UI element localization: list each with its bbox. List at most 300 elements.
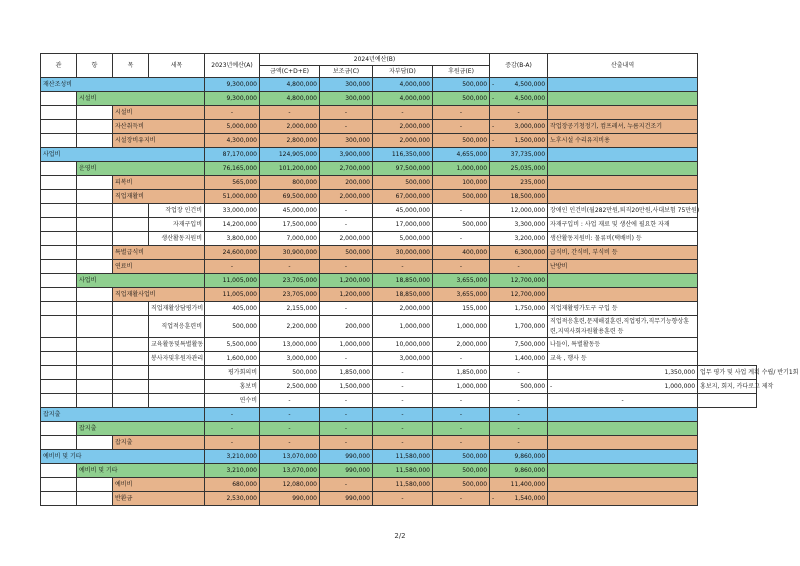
indent-cell xyxy=(77,120,113,134)
header-hang: 항 xyxy=(77,54,113,78)
indent-cell xyxy=(113,204,149,218)
cell-d: - xyxy=(433,394,490,408)
cell-d: 2,000,000 xyxy=(373,134,433,148)
cell-detail xyxy=(548,246,698,260)
cell-d: 10,000,000 xyxy=(373,338,433,352)
table-row xyxy=(41,436,757,450)
cell-diff xyxy=(490,352,548,366)
minus-sign: - xyxy=(492,81,495,88)
cell-c-e: 2,155,000 xyxy=(260,302,320,316)
cell-a: 2,530,000 xyxy=(205,492,260,506)
cell-detail xyxy=(548,218,698,232)
row-label: 자재구입비 xyxy=(149,218,205,232)
table-row xyxy=(41,352,757,366)
table-row xyxy=(41,422,757,436)
cell-a: 500,000 xyxy=(260,366,320,380)
indent-cell xyxy=(41,288,77,302)
cell-e: 500,000 xyxy=(433,190,490,204)
cell-e: 500,000 xyxy=(433,78,490,92)
cell-diff xyxy=(490,190,548,204)
cell-c: - xyxy=(320,260,373,274)
cell-diff xyxy=(490,478,548,492)
cell-c: - xyxy=(373,394,433,408)
cell-detail xyxy=(548,478,698,492)
table-row xyxy=(41,274,757,288)
cell-diff: - xyxy=(490,422,548,436)
cell-detail xyxy=(548,162,698,176)
cell-d: 500,000 xyxy=(373,176,433,190)
cell-c: - xyxy=(320,352,373,366)
cell-detail xyxy=(548,106,698,120)
indent-cell xyxy=(41,190,77,204)
indent-cell xyxy=(77,394,113,408)
cell-diff xyxy=(490,246,548,260)
header-gwan: 관 xyxy=(41,54,77,78)
budget-rows xyxy=(41,78,799,506)
diff-value: 1,540,000 xyxy=(514,495,546,502)
table-row xyxy=(41,394,757,408)
cell-a: - xyxy=(205,436,260,450)
row-label: 직업재활상담평가비 xyxy=(149,302,205,316)
diff-value: 12,700,000 xyxy=(510,291,546,298)
indent-cell xyxy=(149,366,205,380)
cell-d: 116,350,000 xyxy=(373,148,433,162)
cell-e: 3,655,000 xyxy=(433,288,490,302)
cell-c-e: 2,200,000 xyxy=(260,316,320,338)
cell-e: - xyxy=(433,232,490,246)
row-label: 연료비 xyxy=(113,260,205,274)
indent-cell xyxy=(41,492,77,506)
indent-cell xyxy=(41,246,77,260)
cell-a: 9,300,000 xyxy=(205,78,260,92)
table-row xyxy=(41,288,757,302)
row-label: 예비비 및 기타 xyxy=(41,450,205,464)
cell-a: - xyxy=(205,422,260,436)
diff-value: 1,000,000 xyxy=(664,383,696,390)
cell-detail xyxy=(548,204,698,218)
indent-cell xyxy=(77,478,113,492)
cell-detail xyxy=(548,316,698,338)
indent-cell xyxy=(41,204,77,218)
row-label: 반환금 xyxy=(113,492,205,506)
cell-c: 990,000 xyxy=(320,492,373,506)
cell-diff xyxy=(490,78,548,92)
cell-diff: - xyxy=(490,106,548,120)
indent-cell xyxy=(41,302,77,316)
cell-detail xyxy=(548,134,698,148)
indent-cell xyxy=(41,478,77,492)
cell-e: - xyxy=(433,106,490,120)
cell-c: - xyxy=(373,366,433,380)
cell-d: 5,000,000 xyxy=(373,232,433,246)
indent-cell xyxy=(41,464,77,478)
row-label: 잡지출 xyxy=(77,422,205,436)
diff-value: 1,750,000 xyxy=(514,305,546,312)
cell-detail xyxy=(548,232,698,246)
minus-sign: - xyxy=(492,495,495,502)
indent-cell xyxy=(77,302,113,316)
cell-e: - xyxy=(433,120,490,134)
minus-sign: - xyxy=(492,95,495,102)
cell-diff xyxy=(490,464,548,478)
cell-detail xyxy=(548,120,698,134)
cell-e: 500,000 xyxy=(433,450,490,464)
indent-cell xyxy=(41,352,77,366)
detail-text: 장애인 인건비(월282만원,퇴직20만원,사대보험 75만원) xyxy=(550,207,700,214)
detail-text: 작업장공기청정기, 컴프레셔, 누름지건조기 xyxy=(550,123,662,130)
diff-value: 12,700,000 xyxy=(510,277,546,284)
cell-detail xyxy=(548,338,698,352)
minus-sign: - xyxy=(492,123,495,130)
row-label: 재산조성비 xyxy=(41,78,205,92)
cell-c-e: - xyxy=(260,436,320,450)
cell-d: 2,000,000 xyxy=(373,120,433,134)
row-label: 사업비 xyxy=(77,274,205,288)
cell-e: - xyxy=(433,204,490,218)
cell-c-e: 1,850,000 xyxy=(320,366,373,380)
cell-a: - xyxy=(205,106,260,120)
cell-a: 565,000 xyxy=(205,176,260,190)
cell-diff xyxy=(490,232,548,246)
indent-cell xyxy=(77,232,113,246)
indent-cell xyxy=(41,176,77,190)
budget-table xyxy=(40,53,799,506)
cell-diff xyxy=(490,120,548,134)
cell-diff: - xyxy=(490,260,548,274)
cell-e: 2,000,000 xyxy=(433,338,490,352)
minus-sign: - xyxy=(550,383,553,390)
indent-cell xyxy=(41,274,77,288)
cell-d: 45,000,000 xyxy=(373,204,433,218)
cell-c-e: - xyxy=(260,260,320,274)
cell-c: 2,700,000 xyxy=(320,162,373,176)
cell-a: 405,000 xyxy=(205,302,260,316)
cell-c: 3,900,000 xyxy=(320,148,373,162)
cell-c: 200,000 xyxy=(320,316,373,338)
cell-detail xyxy=(548,464,698,478)
indent-cell xyxy=(77,190,113,204)
row-label: 홍보비 xyxy=(205,380,260,394)
cell-detail xyxy=(698,380,774,394)
indent-cell xyxy=(41,338,77,352)
cell-diff: - xyxy=(490,436,548,450)
cell-c-e: 4,800,000 xyxy=(260,92,320,106)
header-detail: 산출내역 xyxy=(548,54,698,78)
cell-a: 4,300,000 xyxy=(205,134,260,148)
cell-diff xyxy=(490,218,548,232)
cell-c: 1,200,000 xyxy=(320,274,373,288)
cell-detail xyxy=(548,450,698,464)
indent-cell xyxy=(41,366,77,380)
row-label: 예비비 xyxy=(113,478,205,492)
cell-e: - xyxy=(433,422,490,436)
indent-cell xyxy=(113,218,149,232)
cell-a: 680,000 xyxy=(205,478,260,492)
cell-d: - xyxy=(373,436,433,450)
indent-cell xyxy=(113,338,149,352)
cell-diff xyxy=(548,380,698,394)
cell-detail xyxy=(548,260,698,274)
row-label: 직업재활사업비 xyxy=(113,288,205,302)
header-diff: 증감(B-A) xyxy=(490,54,548,78)
table-row xyxy=(41,204,757,218)
cell-d: 30,000,000 xyxy=(373,246,433,260)
row-label: 평가회의비 xyxy=(205,366,260,380)
cell-diff xyxy=(548,366,698,380)
cell-diff xyxy=(490,92,548,106)
cell-c: - xyxy=(373,380,433,394)
cell-detail xyxy=(548,92,698,106)
cell-e: 500,000 xyxy=(433,134,490,148)
header-total: 금액(C+D+E) xyxy=(260,66,320,78)
indent-cell xyxy=(77,316,113,338)
header-budget-2024: 2024년예산(B) xyxy=(260,54,490,66)
header-donation: 후원금(E) xyxy=(433,66,490,78)
cell-a: 51,000,000 xyxy=(205,190,260,204)
table-row xyxy=(41,120,757,134)
cell-c: 1,000,000 xyxy=(320,338,373,352)
indent-cell xyxy=(41,92,77,106)
indent-cell xyxy=(113,316,149,338)
cell-d: 4,000,000 xyxy=(373,78,433,92)
table-row xyxy=(41,92,757,106)
indent-cell xyxy=(77,366,113,380)
row-label: 연수비 xyxy=(205,394,260,408)
table-row xyxy=(41,260,757,274)
cell-d: 11,580,000 xyxy=(373,464,433,478)
table-row xyxy=(41,190,757,204)
cell-e: 155,000 xyxy=(433,302,490,316)
cell-c: 200,000 xyxy=(320,176,373,190)
cell-d: 1,000,000 xyxy=(433,380,490,394)
table-row xyxy=(41,302,757,316)
cell-a: 24,600,000 xyxy=(205,246,260,260)
table-row xyxy=(41,450,757,464)
table-row xyxy=(41,106,757,120)
indent-cell xyxy=(77,436,113,450)
indent-cell xyxy=(41,380,77,394)
cell-detail xyxy=(548,176,698,190)
cell-e: 4,655,000 xyxy=(433,148,490,162)
indent-cell xyxy=(41,436,77,450)
cell-detail xyxy=(548,274,698,288)
header-self: 자부담(D) xyxy=(373,66,433,78)
cell-e: - xyxy=(433,436,490,450)
cell-c: - xyxy=(320,204,373,218)
cell-e: 500,000 xyxy=(433,464,490,478)
cell-d: 1,000,000 xyxy=(373,316,433,338)
detail-text: 난방비 xyxy=(550,263,568,270)
cell-c: 1,200,000 xyxy=(320,288,373,302)
indent-cell xyxy=(77,288,113,302)
detail-text: 직업재활평가도구 구입 등 xyxy=(550,305,618,312)
cell-detail xyxy=(548,352,698,366)
row-label: 생산활동지원비 xyxy=(149,232,205,246)
cell-c: - xyxy=(320,422,373,436)
indent-cell xyxy=(41,106,77,120)
indent-cell xyxy=(41,260,77,274)
diff-value: 3,300,000 xyxy=(514,221,546,228)
table-row xyxy=(41,492,757,506)
cell-detail xyxy=(698,366,799,380)
table-row xyxy=(41,148,757,162)
indent-cell xyxy=(41,316,77,338)
cell-d: 11,580,000 xyxy=(373,450,433,464)
minus-sign: - xyxy=(492,137,495,144)
cell-a: 33,000,000 xyxy=(205,204,260,218)
cell-c-e: 17,500,000 xyxy=(260,218,320,232)
cell-diff: - xyxy=(548,394,698,408)
row-label: 예비비 및 기타 xyxy=(77,464,205,478)
cell-d: 18,850,000 xyxy=(373,288,433,302)
cell-detail xyxy=(548,78,698,92)
indent-cell xyxy=(77,260,113,274)
cell-e: 100,000 xyxy=(433,176,490,190)
cell-detail xyxy=(548,288,698,302)
indent-cell xyxy=(41,120,77,134)
cell-a: - xyxy=(260,394,320,408)
cell-c-e: 4,800,000 xyxy=(260,78,320,92)
cell-d: 2,000,000 xyxy=(373,302,433,316)
cell-detail xyxy=(548,492,698,506)
cell-c-e: 800,000 xyxy=(260,176,320,190)
cell-c: - xyxy=(320,302,373,316)
cell-c: - xyxy=(320,478,373,492)
cell-d: 18,850,000 xyxy=(373,274,433,288)
cell-c-e: 1,500,000 xyxy=(320,380,373,394)
cell-diff xyxy=(490,316,548,338)
cell-e: - xyxy=(433,352,490,366)
row-label: 자산취득비 xyxy=(113,120,205,134)
cell-a: 3,210,000 xyxy=(205,450,260,464)
detail-text: 생산활동지원비: 물류비(택배비) 등 xyxy=(550,235,642,242)
table-row xyxy=(41,408,757,422)
indent-cell xyxy=(77,380,113,394)
diff-value: 25,035,000 xyxy=(510,165,546,172)
cell-d: - xyxy=(373,260,433,274)
cell-c: 2,000,000 xyxy=(320,190,373,204)
table-row xyxy=(41,380,757,394)
cell-diff xyxy=(490,450,548,464)
indent-cell xyxy=(41,162,77,176)
cell-d: - xyxy=(373,408,433,422)
diff-value: 9,860,000 xyxy=(514,453,546,460)
row-label: 피복비 xyxy=(113,176,205,190)
detail-text: 급식비, 간식비, 부식비 등 xyxy=(550,249,618,256)
cell-c-e: 13,000,000 xyxy=(260,338,320,352)
cell-e: 1,000,000 xyxy=(433,316,490,338)
diff-value: 3,200,000 xyxy=(514,235,546,242)
cell-c-e: - xyxy=(260,422,320,436)
cell-c: - xyxy=(320,106,373,120)
cell-e: - xyxy=(433,408,490,422)
cell-c-e: 7,000,000 xyxy=(260,232,320,246)
cell-diff xyxy=(490,176,548,190)
row-label: 교육활동및특별활동 xyxy=(149,338,205,352)
cell-diff xyxy=(490,204,548,218)
row-label: 잡지출 xyxy=(41,408,205,422)
table-row xyxy=(41,78,757,92)
cell-d: 17,000,000 xyxy=(373,218,433,232)
indent-cell xyxy=(113,394,149,408)
row-label: 운영비 xyxy=(77,162,205,176)
row-label: 시설장비유지비 xyxy=(113,134,205,148)
table-row xyxy=(41,338,757,352)
cell-a: 87,170,000 xyxy=(205,148,260,162)
row-label: 봉사자및후원자관리 xyxy=(149,352,205,366)
cell-diff: - xyxy=(490,408,548,422)
cell-c-e: 12,080,000 xyxy=(260,478,320,492)
cell-a: - xyxy=(205,408,260,422)
cell-a: 3,210,000 xyxy=(205,464,260,478)
indent-cell xyxy=(113,352,149,366)
indent-cell xyxy=(77,218,113,232)
cell-a: 3,800,000 xyxy=(205,232,260,246)
cell-e: - xyxy=(433,260,490,274)
cell-c: 500,000 xyxy=(320,246,373,260)
indent-cell xyxy=(77,338,113,352)
diff-value: 11,400,000 xyxy=(510,481,546,488)
cell-c: - xyxy=(320,120,373,134)
diff-value: 7,500,000 xyxy=(514,341,546,348)
cell-a: 11,005,000 xyxy=(205,274,260,288)
cell-d: 4,000,000 xyxy=(373,92,433,106)
cell-e: 400,000 xyxy=(433,246,490,260)
table-row xyxy=(41,478,757,492)
diff-value: 18,500,000 xyxy=(510,193,546,200)
row-label: 잡지출 xyxy=(113,436,205,450)
cell-diff xyxy=(490,338,548,352)
cell-a: - xyxy=(205,260,260,274)
cell-d: 3,000,000 xyxy=(373,352,433,366)
cell-d: 1,850,000 xyxy=(433,366,490,380)
cell-c-e: 30,900,000 xyxy=(260,246,320,260)
cell-detail xyxy=(548,422,698,436)
indent-cell xyxy=(113,232,149,246)
indent-cell xyxy=(77,204,113,218)
diff-value: 1,350,000 xyxy=(664,369,696,376)
detail-text: 직업적응훈련,문제해결훈련,직업평가,직무기능향상훈련,지역사회자원활용훈련 등 xyxy=(550,317,690,335)
cell-e: 500,000 xyxy=(433,218,490,232)
indent-cell xyxy=(77,352,113,366)
cell-c: - xyxy=(320,436,373,450)
header-subsidy: 보조금(C) xyxy=(320,66,373,78)
diff-value: 1,400,000 xyxy=(514,355,546,362)
cell-d: - xyxy=(373,422,433,436)
cell-c: 990,000 xyxy=(320,464,373,478)
table-row xyxy=(41,366,757,380)
row-label: 직업재활비 xyxy=(113,190,205,204)
cell-e: - xyxy=(490,366,548,380)
cell-c-e: 45,000,000 xyxy=(260,204,320,218)
cell-a: 11,005,000 xyxy=(205,288,260,302)
detail-text: 나들이, 특별활동등 xyxy=(550,341,601,348)
cell-c-e: - xyxy=(260,106,320,120)
table-row xyxy=(41,134,757,148)
cell-a: 500,000 xyxy=(205,316,260,338)
cell-e: 1,000,000 xyxy=(433,162,490,176)
table-row xyxy=(41,162,757,176)
cell-a: 5,000,000 xyxy=(205,120,260,134)
row-label: 작업장 인건비 xyxy=(149,204,205,218)
indent-cell xyxy=(41,218,77,232)
cell-diff xyxy=(490,162,548,176)
cell-c: - xyxy=(320,218,373,232)
indent-cell xyxy=(77,176,113,190)
diff-value: 1,700,000 xyxy=(514,322,546,330)
cell-c: 2,000,000 xyxy=(320,232,373,246)
row-label: 시설비 xyxy=(113,106,205,120)
